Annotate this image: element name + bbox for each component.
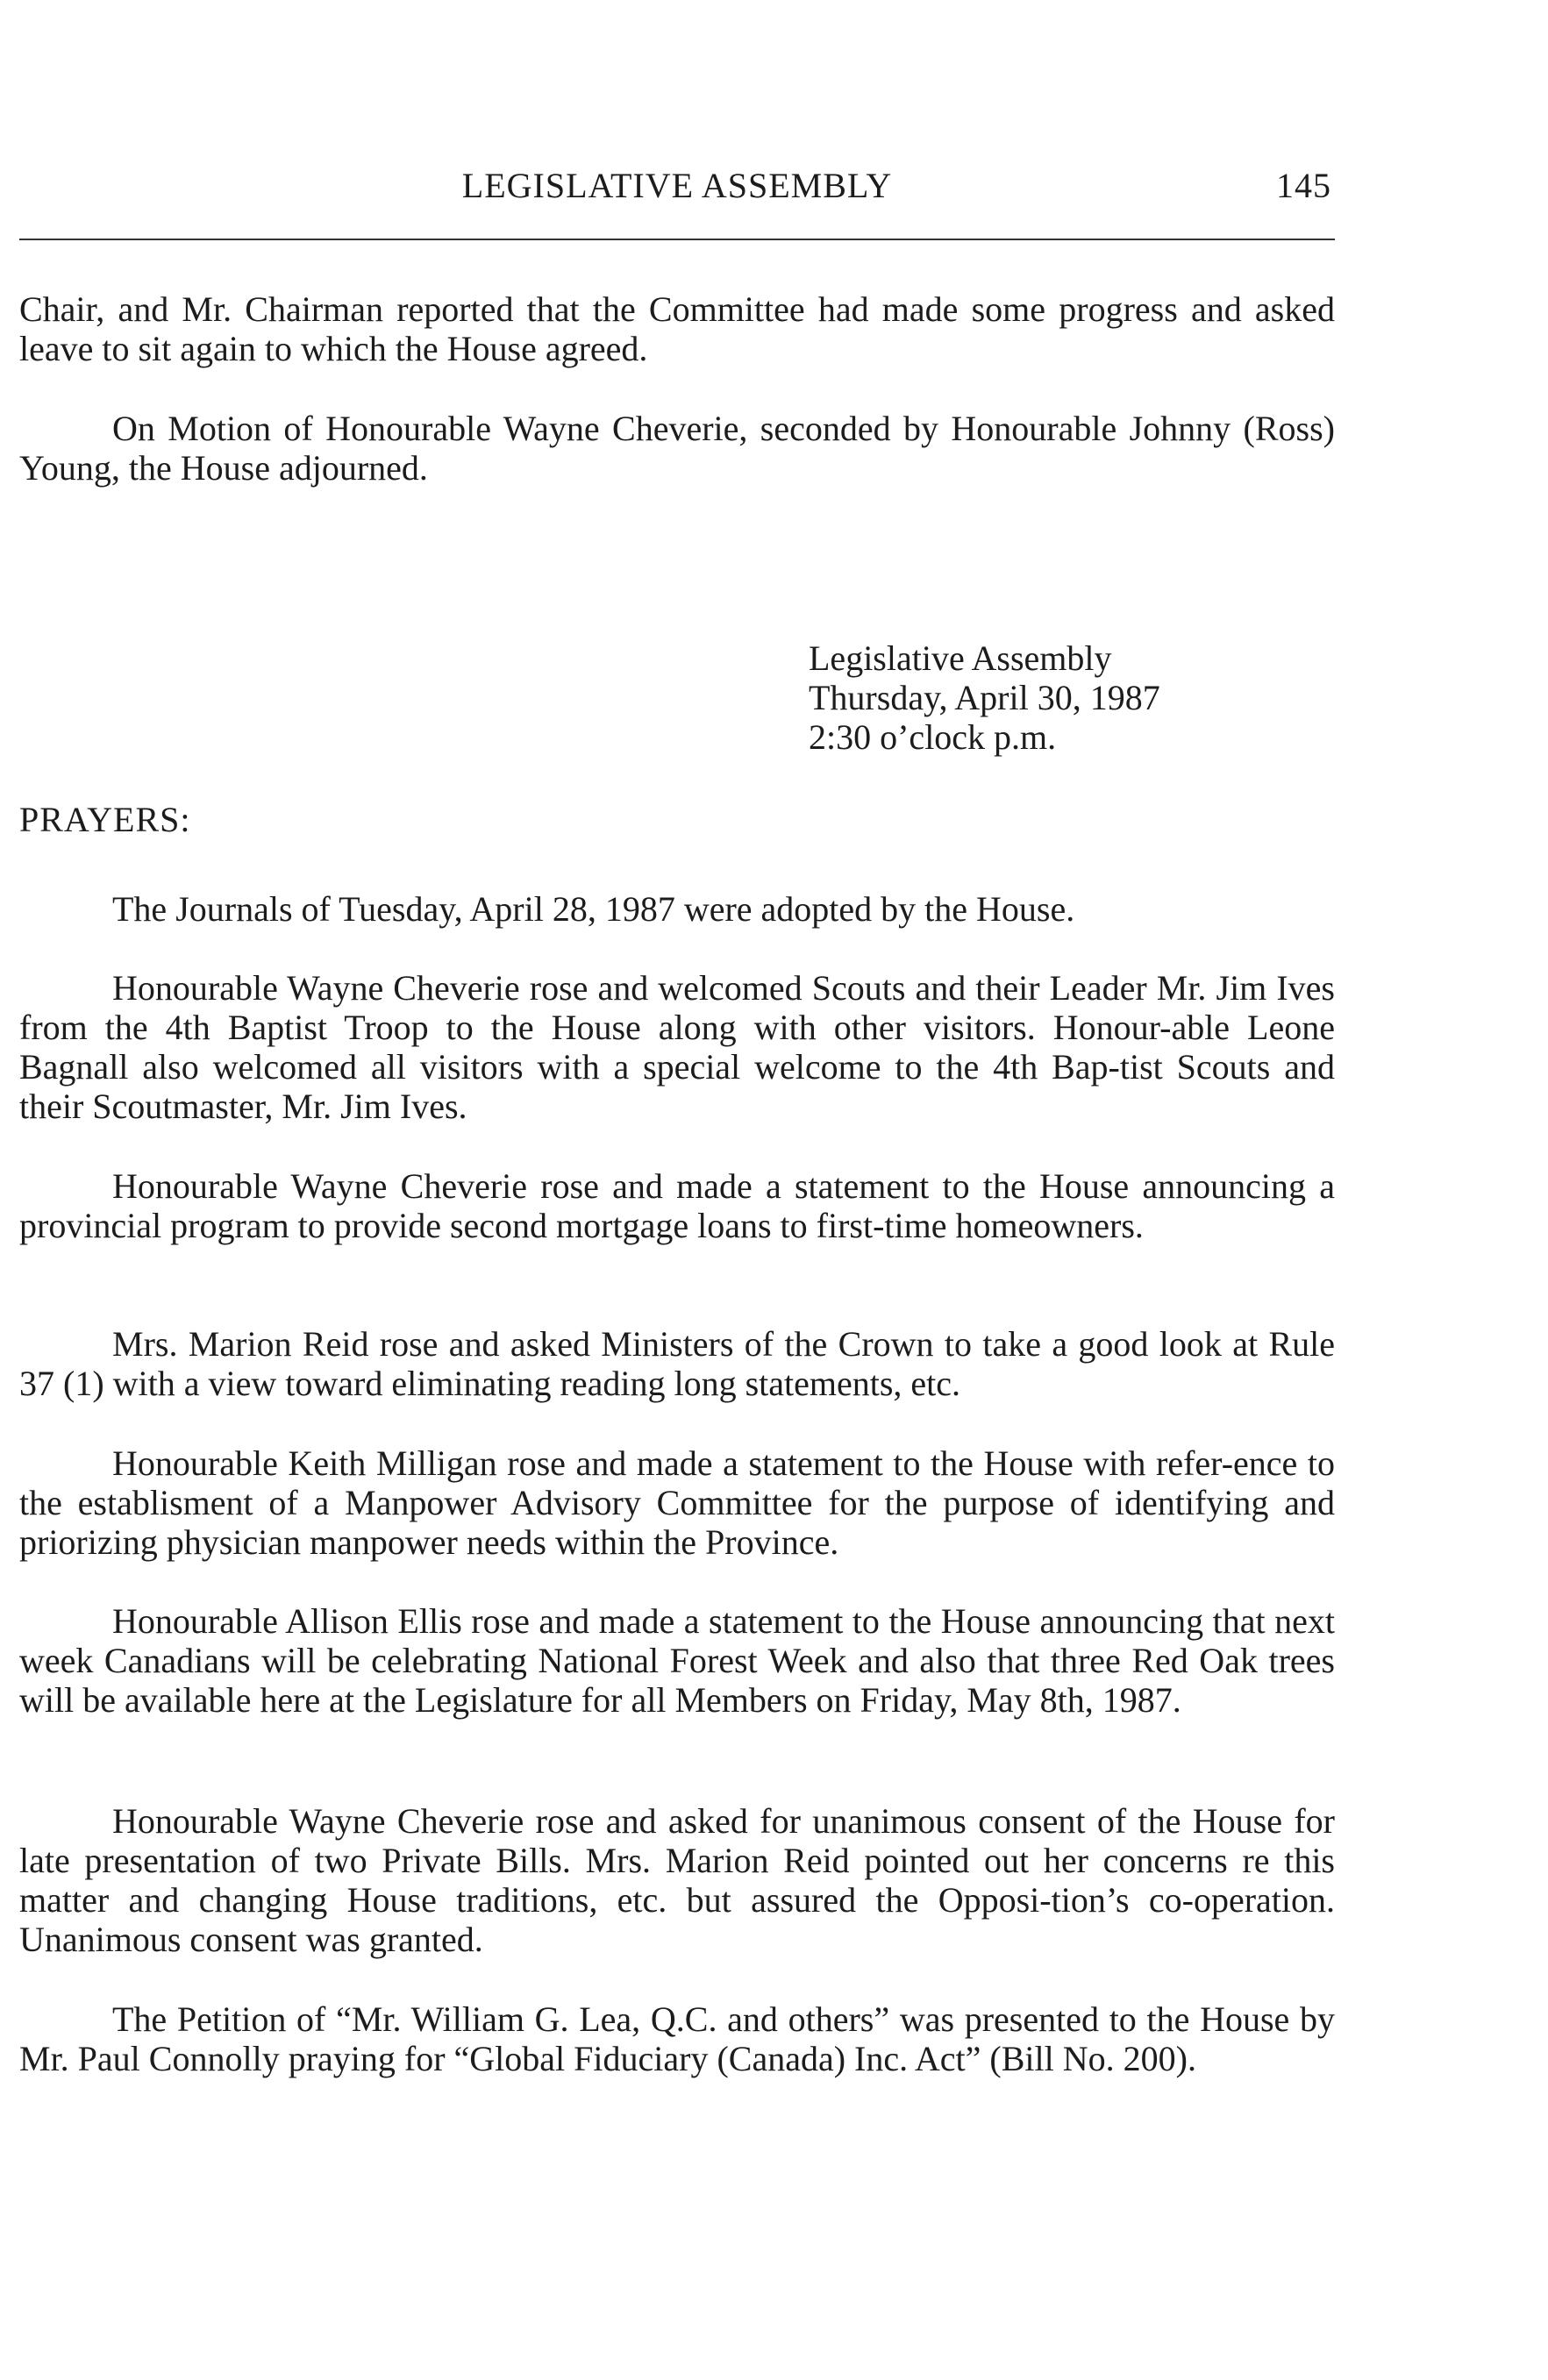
- paragraph-private-bills: Honourable Wayne Cheverie rose and asked for unanimous consent of the House for late presentation of two Private Bills. Mrs. Marion Reid pointed out her concerns re this matter and changing House traditions, etc. but assured the Opposi-tion’s co-operation. Unanimous consent was granted.: [19, 1801, 1335, 1959]
- page-number: 145: [1276, 166, 1331, 205]
- page-header: [19, 165, 1335, 217]
- sitting-heading: [809, 638, 1160, 757]
- paragraph-mortgage-statement: Honourable Wayne Cheverie rose and made a statement to the House announcing a provincial program to provide second mortgage loans to first-time homeowners.: [19, 1166, 1335, 1245]
- paragraph-committee-progress: Chair, and Mr. Chairman reported that the Committee had made some progress and asked leave to sit again to which the House agreed.: [19, 289, 1335, 368]
- sitting-time: 2:30 o’clock p.m.: [809, 717, 1057, 757]
- sitting-date: Thursday, April 30, 1987: [809, 678, 1160, 717]
- paragraph-journals-adopted: The Journals of Tuesday, April 28, 1987 were adopted by the House.: [112, 889, 1075, 929]
- prayers-heading: PRAYERS:: [19, 800, 191, 839]
- journal-page: [19, 0, 1335, 2380]
- paragraph-adjournment: On Motion of Honourable Wayne Cheverie, seconded by Honourable Johnny (Ross) Young, the House adjourned.: [19, 409, 1335, 488]
- paragraph-forest-week: Honourable Allison Ellis rose and made a statement to the House announcing that next week Canadians will be celebrating National Forest Week and also that three Red Oak trees will be available here at the Legislature for all Members on Friday, May 8th, 1987.: [19, 1601, 1335, 1720]
- paragraph-manpower-committee: Honourable Keith Milligan rose and made a statement to the House with refer-ence to the establisment of a Manpower Advisory Committee for the purpose of identifying and priorizing physician manpower needs within the Province.: [19, 1443, 1335, 1562]
- paragraph-scouts-welcome: Honourable Wayne Cheverie rose and welcomed Scouts and their Leader Mr. Jim Ives from the 4th Baptist Troop to the House along with other visitors. Honour-able Leone Bagnall also welcomed all visitors with a special welcome to the 4th Bap-tist Scouts and their Scoutmaster, Mr. Jim Ives.: [19, 968, 1335, 1126]
- header-rule: [19, 239, 1335, 240]
- sitting-body: Legislative Assembly: [809, 638, 1112, 678]
- running-title: LEGISLATIVE ASSEMBLY: [461, 166, 893, 205]
- paragraph-petition: The Petition of “Mr. William G. Lea, Q.C. and others” was presented to the House by Mr. Paul Connolly praying for “Global Fiduciary (Canada) Inc. Act” (Bill No. 200).: [19, 1999, 1335, 2078]
- paragraph-rule-37: Mrs. Marion Reid rose and asked Ministers of the Crown to take a good look at Rule 37 (1) with a view toward eliminating reading long statements, etc.: [19, 1324, 1335, 1403]
